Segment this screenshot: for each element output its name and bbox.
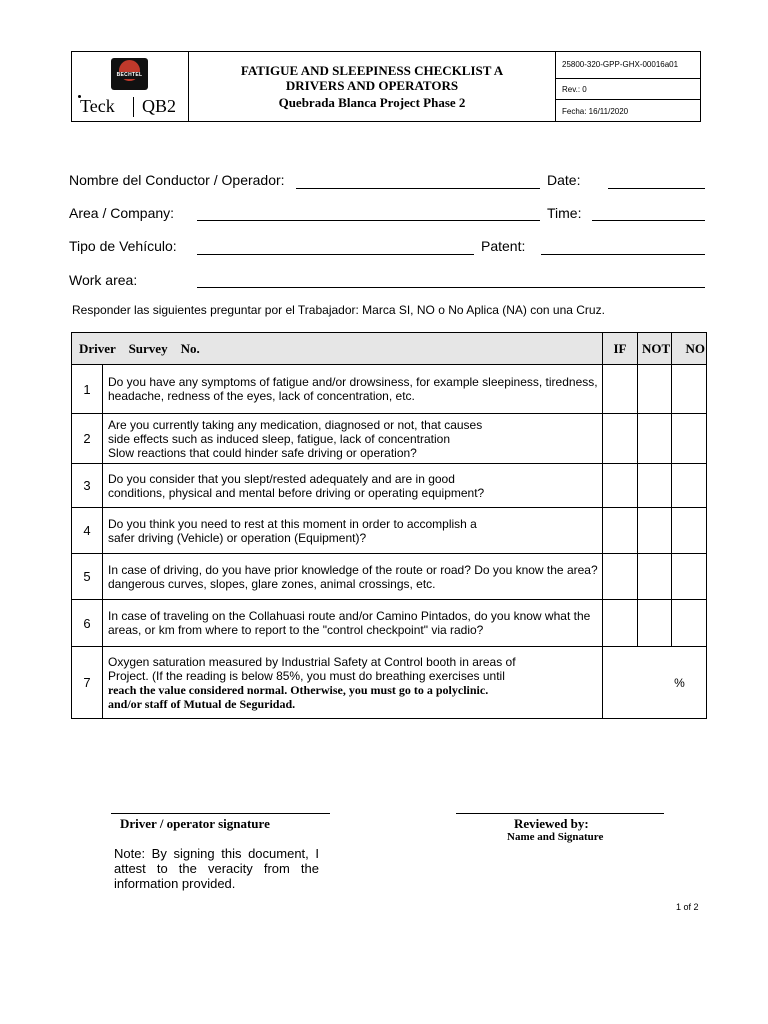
title-line-2: DRIVERS AND OPERATORS xyxy=(285,78,459,93)
question-number: 3 xyxy=(72,464,103,508)
logo-text: BECHTEL xyxy=(113,72,146,79)
date-field[interactable] xyxy=(608,188,705,189)
checklist-row xyxy=(72,464,707,508)
question-line: headache, redness of the eyes, lack of concentration, etc. xyxy=(108,389,415,403)
answer-no-checkbox[interactable] xyxy=(672,464,707,508)
percent-unit: % xyxy=(674,675,685,690)
question-text xyxy=(103,508,603,554)
page-number: 1 of 2 xyxy=(676,902,699,912)
answer-no-checkbox[interactable] xyxy=(672,365,707,414)
answer-if-checkbox[interactable] xyxy=(603,464,638,508)
survey-header: Driver Survey No. xyxy=(72,333,603,365)
question-line: dangerous curves, slopes, glare zones, animal crossings, etc. xyxy=(108,576,436,591)
question-number: 4 xyxy=(72,508,103,554)
work-area-field[interactable] xyxy=(197,287,705,288)
question-line: Do you think you need to rest at this moment in order to accomplish a xyxy=(108,516,477,531)
reviewer-signature-line[interactable] xyxy=(456,813,664,814)
if-header: IF xyxy=(603,333,638,365)
answer-not-checkbox[interactable] xyxy=(638,365,672,414)
question-number: 5 xyxy=(72,554,103,600)
answer-not-checkbox[interactable] xyxy=(638,464,672,508)
work-area-label: Work area: xyxy=(69,272,138,288)
question-line: areas, or km from where to report to the "control checkpoint" via radio? xyxy=(108,623,484,637)
checklist-row xyxy=(72,554,707,600)
document-date: Fecha: 16/11/2020 xyxy=(562,107,629,116)
patent-field[interactable] xyxy=(541,254,705,255)
answer-not-checkbox[interactable] xyxy=(638,508,672,554)
question-line: In case of traveling on the Collahuasi route and/or Camino Pintados, do you know what the xyxy=(108,609,591,623)
checklist-row xyxy=(72,414,707,464)
patent-label: Patent: xyxy=(481,238,526,254)
question-number: 6 xyxy=(72,600,103,647)
oxygen-saturation-input[interactable] xyxy=(603,647,707,719)
checklist-table xyxy=(71,332,707,719)
question-text xyxy=(103,554,603,600)
question-text xyxy=(103,647,603,719)
header-divider xyxy=(555,99,700,100)
driver-signature-label: Driver / operator signature xyxy=(120,816,270,831)
question-line: Do you consider that you slept/rested adequately and are in good xyxy=(108,471,455,486)
title-line-1: FATIGUE AND SLEEPINESS CHECKLIST A xyxy=(240,63,504,78)
document-title xyxy=(188,63,556,110)
qb2-logo: QB2 xyxy=(142,96,177,116)
answer-no-checkbox[interactable] xyxy=(672,414,707,464)
answer-if-checkbox[interactable] xyxy=(603,554,638,600)
reviewed-by-label: Reviewed by: xyxy=(514,816,589,831)
question-number: 2 xyxy=(72,414,103,464)
question-line: safer driving (Vehicle) or operation (Equipment)? xyxy=(108,530,367,545)
no-header: NO xyxy=(672,333,707,365)
time-label: Time: xyxy=(547,205,582,221)
question-line: Do you have any symptoms of fatigue and/or drowsiness, for example sleepiness, tiredness, xyxy=(108,375,598,389)
question-number: 1 xyxy=(72,365,103,414)
checklist-row xyxy=(72,365,707,414)
answer-if-checkbox[interactable] xyxy=(603,600,638,647)
driver-signature-line[interactable] xyxy=(111,813,330,814)
question-number: 7 xyxy=(72,647,103,719)
answer-no-checkbox[interactable] xyxy=(672,554,707,600)
header-divider xyxy=(555,78,700,79)
area-company-label: Area / Company: xyxy=(69,205,175,221)
answer-not-checkbox[interactable] xyxy=(638,414,672,464)
question-line-bold: and/or staff of Mutual de Seguridad. xyxy=(108,696,296,711)
vehicle-type-label: Tipo de Vehículo: xyxy=(69,238,177,254)
document-revision: Rev.: 0 xyxy=(562,85,587,94)
checklist-row xyxy=(72,600,707,647)
question-line: Project. (If the reading is below 85%, you must do breathing exercises until xyxy=(108,668,505,683)
question-line: conditions, physical and mental before driving or operating equipment? xyxy=(108,485,485,500)
question-text xyxy=(103,365,603,414)
signature-note: Note: By signing this document, I attest to the veracity from the information provided. xyxy=(114,846,319,891)
answer-no-checkbox[interactable] xyxy=(672,600,707,647)
driver-name-label: Nombre del Conductor / Operador: xyxy=(69,172,285,188)
answer-if-checkbox[interactable] xyxy=(603,414,638,464)
document-header xyxy=(71,51,701,122)
question-line: In case of driving, do you have prior knowledge of the route or road? Do you know the area? xyxy=(108,562,598,577)
question-line-bold: reach the value considered normal. Otherwise, you must go to a polyclinic. xyxy=(108,682,489,697)
question-text xyxy=(103,414,603,464)
logo-separator xyxy=(133,97,134,117)
answer-no-checkbox[interactable] xyxy=(672,508,707,554)
not-header: NOT xyxy=(638,333,672,365)
answer-not-checkbox[interactable] xyxy=(638,600,672,647)
question-line: side effects such as induced sleep, fatigue, lack of concentration xyxy=(108,431,450,446)
document-code: 25800-320-GPP-GHX-00016a01 xyxy=(562,60,679,69)
answer-if-checkbox[interactable] xyxy=(603,365,638,414)
question-text xyxy=(103,600,603,647)
question-text xyxy=(103,464,603,508)
question-line: Slow reactions that could hinder safe driving or operation? xyxy=(108,445,417,460)
driver-name-field[interactable] xyxy=(296,188,540,189)
time-field[interactable] xyxy=(592,220,705,221)
vehicle-type-field[interactable] xyxy=(197,254,474,255)
table-header-row xyxy=(72,333,707,365)
checklist-row xyxy=(72,647,707,719)
area-company-field[interactable] xyxy=(197,220,540,221)
document-subtitle: Quebrada Blanca Project Phase 2 xyxy=(278,95,466,110)
answer-not-checkbox[interactable] xyxy=(638,554,672,600)
answer-if-checkbox[interactable] xyxy=(603,508,638,554)
bechtel-logo xyxy=(111,58,148,90)
question-line: Oxygen saturation measured by Industrial Safety at Control booth in areas of xyxy=(108,654,516,669)
question-line: Are you currently taking any medication, diagnosed or not, that causes xyxy=(108,417,483,432)
teck-logo: Teck xyxy=(80,96,115,116)
date-label: Date: xyxy=(547,172,581,188)
instructions: Responder las siguientes preguntar por el Trabajador: Marca SI, NO o No Aplica (NA) con una Cruz. xyxy=(72,303,605,317)
reviewer-name-signature-label: Name and Signature xyxy=(507,831,604,843)
checklist-row xyxy=(72,508,707,554)
